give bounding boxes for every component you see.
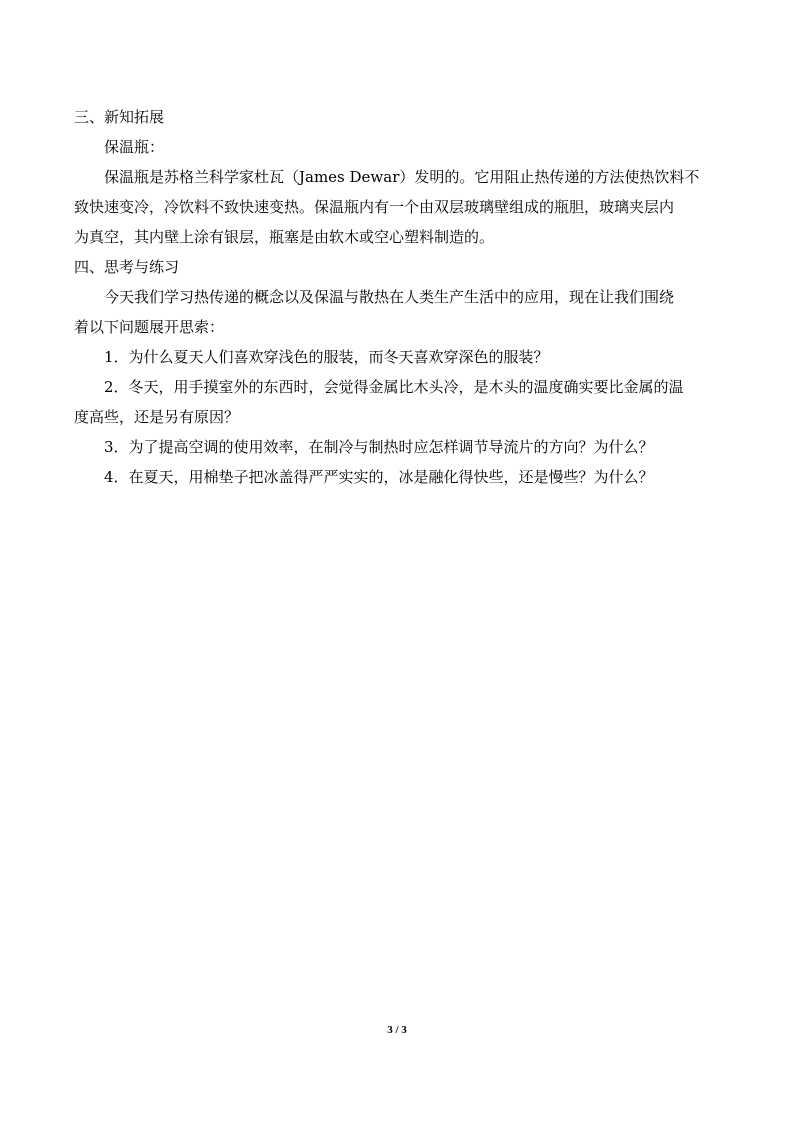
subheading-thermos: 保温瓶： bbox=[104, 138, 165, 156]
question-4: 4．在夏天，用棉垫子把冰盖得严严实实的，冰是融化得快些，还是慢些？为什么？ bbox=[104, 468, 654, 486]
thermos-paragraph-line-1: 保温瓶是苏格兰科学家杜瓦（James Dewar）发明的。它用阻止热传递的方法使热饮料不 bbox=[104, 168, 700, 186]
section-heading-new-knowledge: 三、新知拓展 bbox=[74, 108, 165, 126]
document-body bbox=[74, 102, 722, 492]
section-heading-thinking-practice: 四、思考与练习 bbox=[74, 258, 180, 276]
question-1: 1．为什么夏天人们喜欢穿浅色的服装，而冬天喜欢穿深色的服装？ bbox=[104, 348, 549, 366]
intro-line-2: 着以下问题展开思索： bbox=[74, 318, 225, 336]
thermos-paragraph-line-3: 为真空，其内壁上涂有银层，瓶塞是由软木或空心塑料制造的。 bbox=[74, 228, 495, 246]
question-3: 3．为了提高空调的使用效率，在制冷与制热时应怎样调节导流片的方向？为什么？ bbox=[104, 438, 654, 456]
thermos-paragraph-line-2: 致快速变冷，冷饮料不致快速变热。保温瓶内有一个由双层玻璃壁组成的瓶胆，玻璃夹层内 bbox=[74, 198, 675, 216]
intro-line-1: 今天我们学习热传递的概念以及保温与散热在人类生产生活中的应用，现在让我们围绕 bbox=[104, 288, 675, 306]
question-2-line-1: 2．冬天，用手摸室外的东西时，会觉得金属比木头冷，是木头的温度确实要比金属的温 bbox=[104, 378, 684, 396]
question-2-line-2: 度高些，还是另有原因？ bbox=[74, 408, 240, 426]
page-number: 3 / 3 bbox=[387, 1024, 407, 1036]
